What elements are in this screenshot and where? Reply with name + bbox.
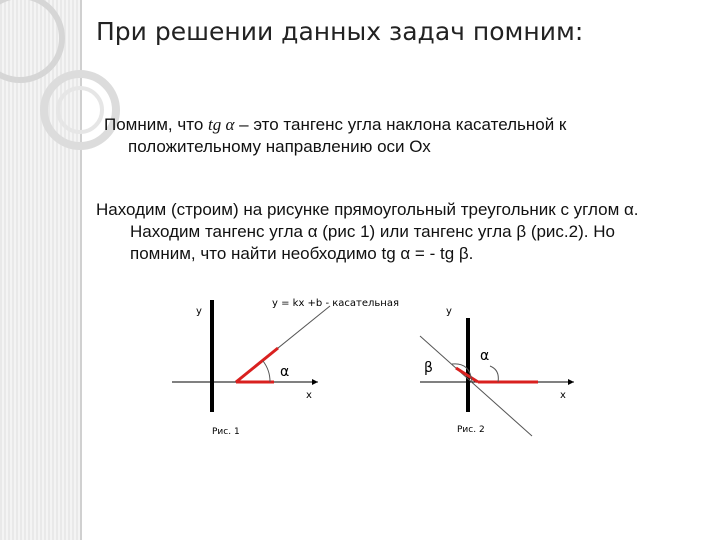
fig1-alpha-label: α: [280, 364, 290, 380]
fig2-caption: Рис. 2: [457, 425, 485, 435]
fig1-caption: Рис. 1: [212, 427, 240, 437]
fig1-y-label: y: [196, 306, 202, 317]
fig1-x-label: x: [306, 390, 312, 401]
page-title: При решении данных задач помним:: [96, 17, 584, 46]
para1-prefix: Помним, что: [104, 115, 209, 134]
fig2-y-label: y: [446, 306, 452, 317]
para1-tg-alpha: tg α: [208, 115, 235, 134]
para2-line3: помним, что найти необходимо tg α = - tg β.: [130, 244, 474, 263]
fig2-x-arrow-icon: [568, 379, 574, 385]
fig2-tangent-line: [420, 336, 532, 436]
figure-2-axes: [420, 318, 574, 412]
fig2-x-label: x: [560, 390, 566, 401]
fig2-alpha-arc: [490, 366, 498, 382]
para1-suffix: – это тангенс угла наклона касательной к: [234, 115, 567, 134]
fig2-alpha-label: α: [480, 348, 490, 364]
fig2-beta-label: β: [424, 360, 433, 376]
para2-line2: Находим тангенс угла α (рис 1) или тангенс угла β (рис.2). Но: [130, 222, 615, 241]
fig1-tangent-label: y = kx +b - касательная: [272, 298, 399, 309]
para2-line1: Находим (строим) на рисунке прямоугольный треугольник с углом α.: [96, 200, 639, 219]
para1-line2: положительному направлению оси Ох: [128, 137, 431, 156]
